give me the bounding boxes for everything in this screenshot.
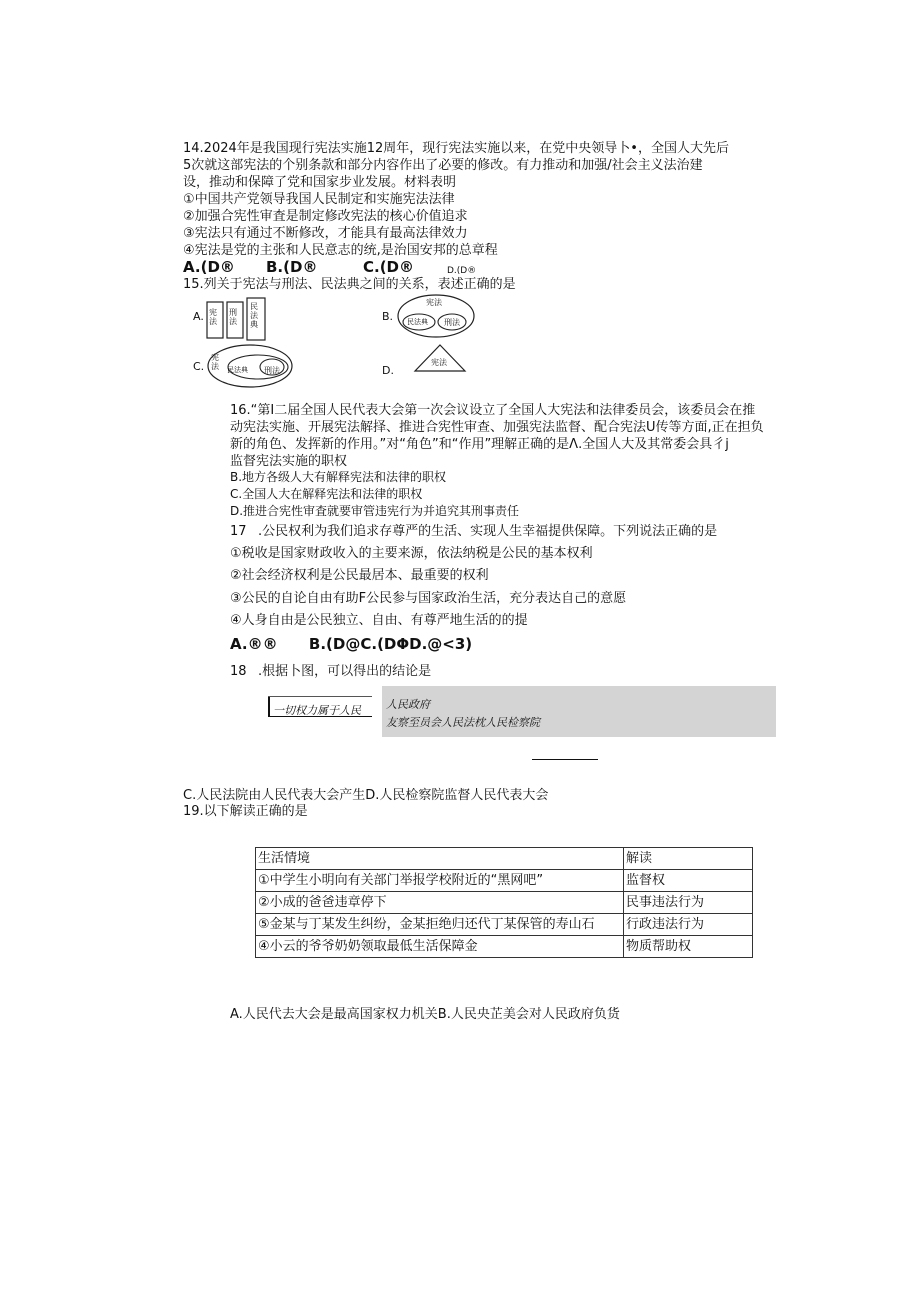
q14-item-3: ③宪法只有通过不断修改，才能具有最高法律效力 — [183, 226, 468, 241]
q14-item-1: ①中国共产党领导我国人民制定和实施宪法法律 — [183, 192, 455, 207]
q18-government: 人民政府 — [386, 698, 430, 711]
table-cell-interpretation: 民事违法行为 — [624, 892, 753, 914]
table-row — [256, 936, 753, 958]
q15-b-minfadian: 民法典 — [407, 318, 428, 326]
table-cell-scenario: ⑤金某与丁某发生纠纷，金某拒绝归还代丁某保管的寿山石 — [256, 914, 624, 936]
q18-people-power: 一切权力属于人民 — [273, 704, 361, 717]
q15-label-c: C. — [193, 360, 205, 373]
q14-item-4: ④宪法是党的主张和人民意志的统,是治国安邦的总章程 — [183, 243, 498, 258]
q15-a-box-xianfa: 宪法 — [209, 308, 217, 326]
table-cell-interpretation: 物质帮助权 — [624, 936, 753, 958]
q16-line-3: 新的角色、发挥新的作用。”对“角色”和“作用”理解正确的是Λ.全国人大及其常委会具彳j — [230, 437, 729, 452]
table-cell-scenario: ②小成的爸爸违章停下 — [256, 892, 624, 914]
q16-option-b: B.地方各级人大有解释宪法和法律的职权 — [230, 470, 447, 484]
q14-line-2: 5次就这部宪法的个别条款和部分内容作出了必要的修改。有力推动和加强/社会主义法治建 — [183, 158, 703, 173]
table-cell-interpretation: 行政违法行为 — [624, 914, 753, 936]
q14-option-a: A.(D® — [183, 258, 235, 276]
q17-item-2: ②社会经济权利是公民最居本、最重要的权利 — [230, 568, 489, 583]
q16-line-4: 监督宪法实施的职权 — [230, 454, 348, 469]
q18-number: 18 — [230, 664, 247, 679]
q15-stem: 15.列关于宪法与刑法、民法典之间的关系，表述正确的是 — [183, 277, 516, 292]
table-cell-scenario: ①中学生小明向有关部门举报学校附近的“黑网吧” — [256, 870, 624, 892]
q19-stem: 19.以下解读正确的是 — [183, 804, 308, 819]
table-row — [256, 892, 753, 914]
q15-label-b: B. — [382, 310, 394, 323]
q18-stem: .根据卜图，可以得出的结论是 — [258, 664, 432, 679]
q17-item-3: ③公民的自论自由有助F公民参与国家政治生活，充分表达自己的意愿 — [230, 591, 627, 606]
q16-line-2: 动宪法实施、开展宪法解择、推进合宪性审查、加强宪法监督、配合宪法U传等方面,正在担负 — [230, 420, 764, 435]
table-cell-scenario: ④小云的爷爷奶奶领取最低生活保障金 — [256, 936, 624, 958]
q19-table — [255, 847, 753, 958]
q16-option-c: C.全国人大在解释宪法和法律的职权 — [230, 487, 423, 501]
q15-diagram-c — [206, 343, 296, 389]
table-row — [256, 914, 753, 936]
table-header-row — [256, 848, 753, 870]
table-header-scenario: 生活情境 — [256, 848, 624, 870]
q18-options-cd: C.人民法院由人民代表大会产生D.人民检察院监督人民代表大会 — [183, 788, 549, 803]
q15-a-box-minfadian: 民法典 — [250, 302, 258, 329]
q15-b-xingfa: 刑法 — [444, 318, 460, 327]
q17-stem: .公民权利为我们追求存尊严的生活、实现人生幸福提供保障。下列说法正确的是 — [258, 524, 718, 539]
q14-line-3: 设，推动和保障了党和国家步业发展。材料表明 — [183, 175, 457, 190]
table-cell-interpretation: 监督权 — [624, 870, 753, 892]
q15-label-a: A. — [193, 310, 204, 323]
q15-c-xianfa: 宪法 — [211, 353, 219, 371]
q17-item-1: ①税收是国家财政收入的主要来源，依法纳税是公民的基本权利 — [230, 546, 593, 561]
q16-option-d: D.推进合宪性审査就要审管违宪行为并追究其刑事责任 — [230, 504, 520, 518]
q14-line-1: 14.2024年是我国现行宪法实施12周年，现行宪法实施以来，在党中央领导卜•，全国人大先后 — [183, 141, 729, 156]
q14-option-c: C.(D® — [363, 258, 415, 276]
q18-short-rule — [532, 759, 598, 760]
q15-d-xianfa: 宪法 — [431, 358, 447, 367]
q14-item-2: ②加强合宪性审査是制定修改宪法的核心价值追求 — [183, 209, 468, 224]
q17-number: 17 — [230, 524, 247, 539]
q15-a-box-xingfa: 刑法 — [229, 308, 237, 326]
q17-options: A.®® B.(D@C.(DΦD.@<3) — [230, 635, 473, 653]
q14-option-d: D.(D® — [447, 266, 477, 276]
q18-organs: 友察至员会人民法枕人民检察院 — [386, 716, 540, 729]
q17-item-4: ④人身自由是公民独立、自由、有尊严地生活的的提 — [230, 613, 528, 628]
q15-c-xingfa: 刑法 — [264, 366, 280, 375]
q14-option-b: B.(D® — [266, 258, 318, 276]
q16-line-1: 16.“第I二届全国人民代表大会第一次会议设立了全国人大宪法和法律委员会，该委员会在推 — [230, 403, 756, 418]
table-row — [256, 870, 753, 892]
footer-options-ab: A.人民代去大会是最高国家权力机关B.人民央芷美会对人民政府负货 — [230, 1007, 620, 1022]
q18-left-bracket — [268, 697, 270, 716]
q15-label-d: D. — [382, 364, 394, 377]
table-header-interpretation: 解读 — [624, 848, 753, 870]
q18-left-topline — [268, 696, 372, 697]
q15-c-minfadian: 民法典 — [227, 366, 248, 374]
q15-b-xianfa: 宪法 — [426, 298, 442, 307]
